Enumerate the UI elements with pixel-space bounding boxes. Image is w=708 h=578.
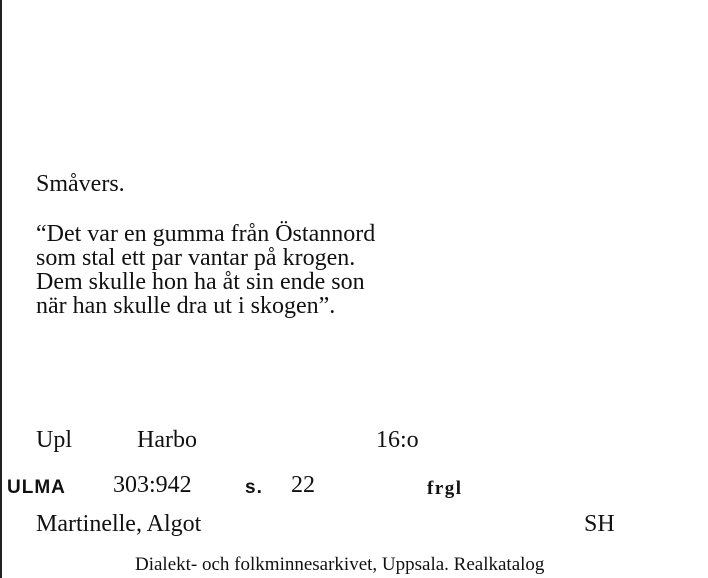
archive-number: 303:942 (113, 472, 192, 498)
province-label: Upl (36, 427, 72, 453)
poem-line: “Det var en gumma från Östannord (36, 221, 376, 247)
archive-label: ULMA (7, 477, 66, 498)
poem-line: Dem skulle hon ha åt sin ende son (36, 269, 365, 295)
archive-footer: Dialekt- och folkminnesarkivet, Uppsala. Realkatalog (135, 554, 545, 575)
poem-line: när han skulle dra ut i skogen”. (36, 293, 336, 319)
page-label: s. (245, 477, 263, 498)
poem-text (36, 222, 375, 318)
page-number: 22 (291, 472, 315, 498)
card-left-border (0, 0, 2, 578)
collector-name: Martinelle, Algot (36, 511, 202, 537)
topic-code: frgl (427, 478, 463, 499)
card-title: Småvers. (36, 171, 125, 197)
classification-code: 16:o (376, 427, 419, 453)
recorder-initials: SH (584, 511, 615, 537)
parish-label: Harbo (137, 427, 197, 453)
poem-line: som stal ett par vantar på krogen. (36, 245, 356, 271)
